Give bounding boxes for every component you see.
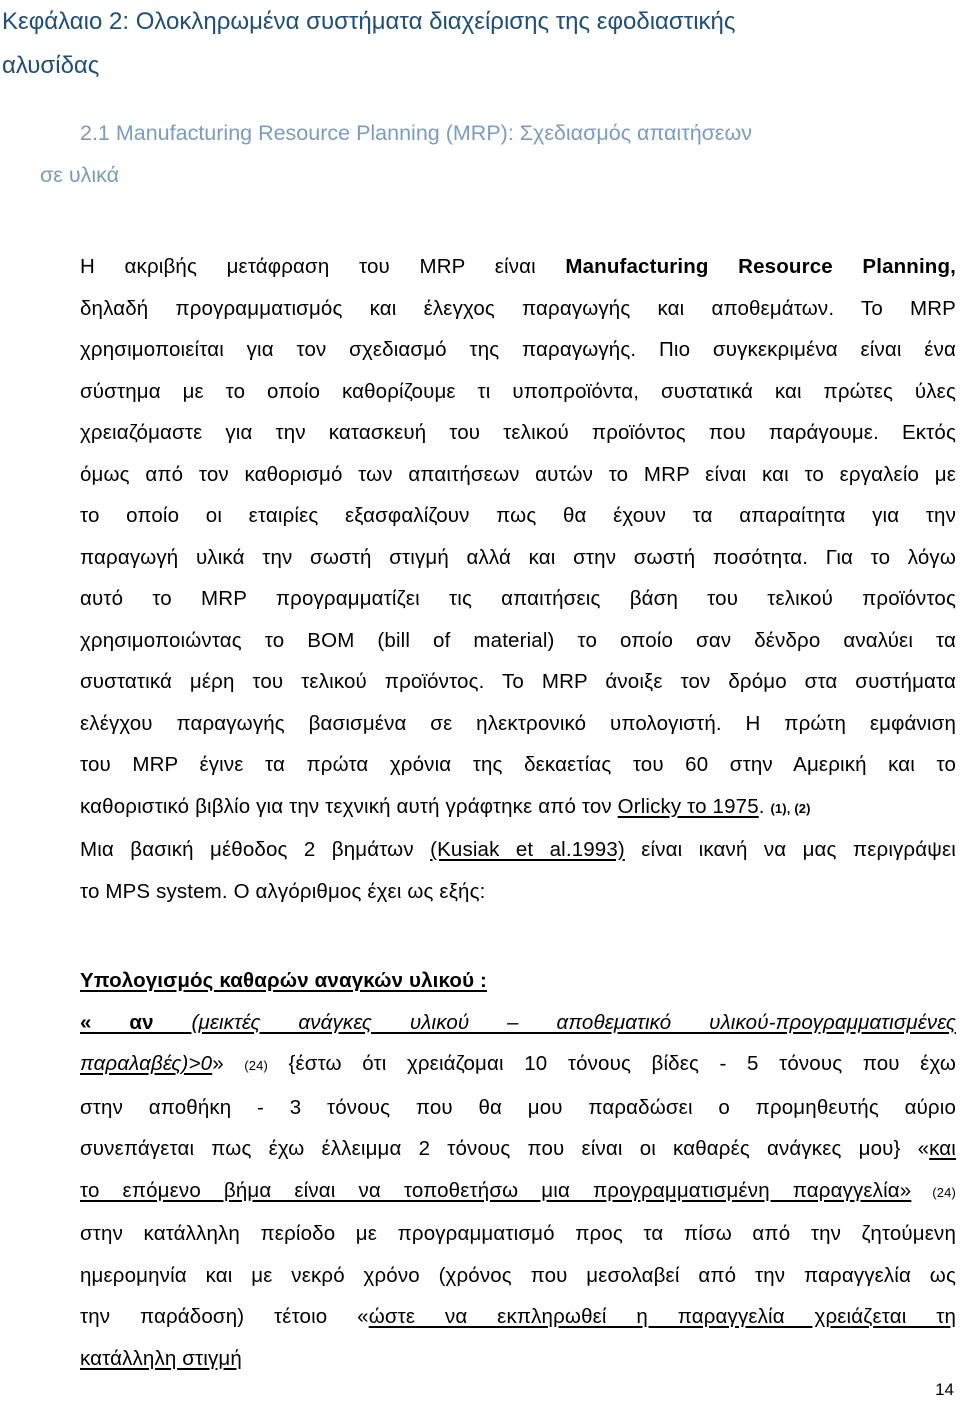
text-line: παραλαβές)>0» (24) {έστω ότι χρειάζομαι 10 τόνους βίδες - 5 τόνους που έχω [80, 1052, 956, 1075]
text-line: όμως από τον καθορισμό των απαιτήσεων αυτών το MRP είναι και το εργαλείο με [80, 462, 956, 486]
text-line: « αν (μεικτές ανάγκες υλικού – αποθεματικό υλικού-προγραμματισμένες [80, 1010, 957, 1034]
text-line: συνεπάγεται πως έχω έλλειμμα 2 τόνους που είναι οι καθαρές ανάγκες μου} «και [80, 1137, 956, 1160]
text-line: στην αποθήκη - 3 τόνους που θα μου παραδώσει ο προμηθευτής αύριο [80, 1095, 956, 1119]
text-line: το MPS system. Ο αλγόριθμος έχει ως εξής: [80, 879, 486, 903]
text-line: αυτό το MRP προγραμματίζει τις απαιτήσεις βάση του τελικού προϊόντος [80, 587, 956, 610]
chapter-title-line: Κεφάλαιο 2: Ολοκληρωμένα συστήματα διαχείρισης της εφοδιαστικής [2, 8, 736, 35]
reference-marker: (24) [911, 1184, 957, 1200]
chapter-title [2, 0, 957, 88]
reference-marker: (1), (2) [770, 800, 811, 816]
text-line: καθοριστικό βιβλίο για την τεχνική αυτή γράφτηκε από τον Orlicky το 1975. (1), (2) [80, 794, 811, 818]
text-line: χρειαζόμαστε για την κατασκευή του τελικού προϊόντος που παράγουμε. Εκτός [80, 421, 956, 444]
text-line: ημερομηνία και με νεκρό χρόνο (χρόνος που μεσολαβεί από την παραγγελία ως [80, 1263, 956, 1287]
section-title-line: σε υλικά [40, 163, 120, 187]
text-line: συστατικά μέρη του τελικού προϊόντος. Το MRP άνοιξε τον δρόμο στα συστήματα [80, 670, 956, 693]
text-line: του MRP έγινε τα πρώτα χρόνια της δεκαετίας του 60 στην Αμερική και το [80, 753, 956, 776]
text-line: σύστημα με το οποίο καθορίζουμε τι υποπροϊόντα, συστατικά και πρώτες ύλες [80, 379, 956, 403]
citation-link[interactable]: Orlicky το 1975 [617, 794, 759, 818]
text-line: στην κατάλληλη περίοδο με προγραμματισμό προς τα πίσω από την ζητούμενη [80, 1222, 956, 1245]
chapter-title-line: αλυσίδας [2, 52, 100, 79]
text-line: το οποίο οι εταιρίες εξασφαλίζουν πως θα έχουν τα απαραίτητα για την [80, 504, 956, 527]
text-line: κατάλληλη στιγμή [80, 1346, 242, 1370]
paragraph-mrp-intro [80, 246, 956, 912]
page-number: 14 [935, 1380, 954, 1399]
text-line: παραγωγή υλικά την σωστή στιγμή αλλά και στην σωστή ποσότητα. Για το λόγω [80, 545, 956, 569]
bold-term: Manufacturing Resource Planning, [565, 255, 956, 278]
text-line: την παράδοση) τέτοιο «ώστε να εκπληρωθεί η παραγγελία χρειάζεται τη [80, 1305, 956, 1328]
text-line: Μια βασική μέθοδος 2 βημάτων (Kusiak et al.1993) είναι ικανή να μας περιγράψει [80, 838, 957, 861]
reference-marker: (24) [244, 1058, 268, 1073]
subheading: Υπολογισμός καθαρών αναγκών υλικού : [80, 969, 487, 992]
section-title [40, 112, 958, 196]
paragraph-net-requirements [80, 960, 956, 1379]
text-line: το επόμενο βήμα είναι να τοποθετήσω μια προγραμματισμένη παραγγελία» (24) [80, 1178, 957, 1202]
text-line: χρησιμοποιώντας το BOM (bill of material) το οποίο σαν δένδρο αναλύει τα [80, 628, 956, 652]
text-line: χρησιμοποιείται για τον σχεδιασμό της παραγωγής. Πιο συγκεκριμένα είναι ένα [80, 338, 956, 361]
text-line: δηλαδή προγραμματισμός και έλεγχος παραγωγής και αποθεμάτων. Το MRP [80, 296, 956, 320]
text-line: ελέγχου παραγωγής βασισμένα σε ηλεκτρονικό υπολογιστή. Η πρώτη εμφάνιση [80, 711, 956, 735]
section-title-line: 2.1 Manufacturing Resource Planning (MRP): Σχεδιασμός απαιτήσεων [80, 121, 753, 145]
text-line: Η ακριβής μετάφραση του MRP είναι Manufacturing Resource Planning, [80, 255, 956, 278]
citation-link[interactable]: (Kusiak et al.1993) [430, 838, 625, 861]
